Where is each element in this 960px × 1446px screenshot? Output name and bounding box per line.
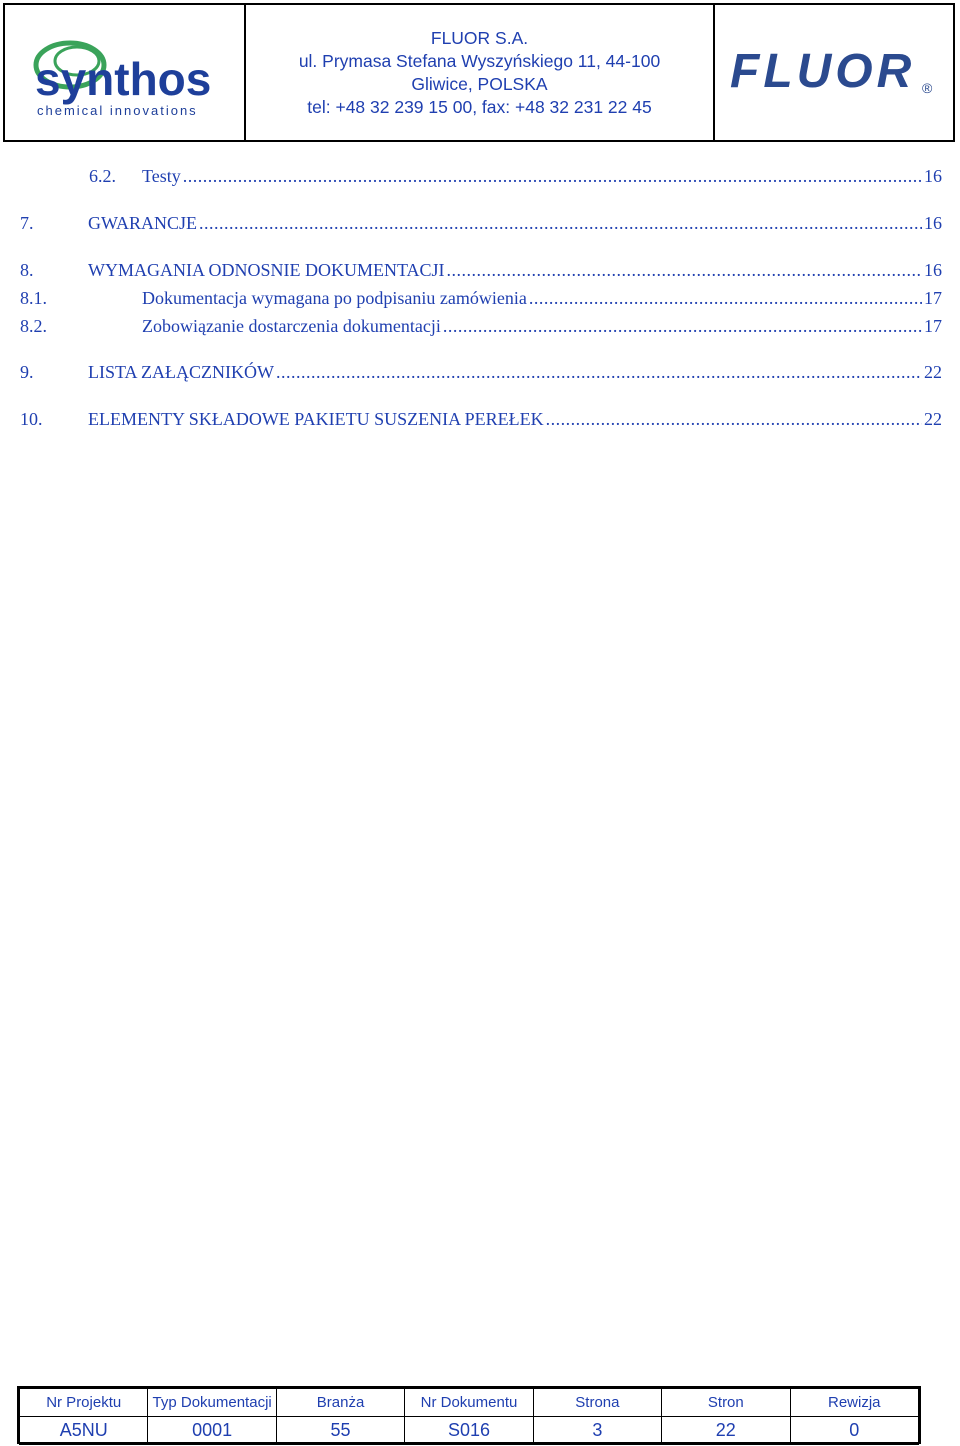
footer-header-cell: Rewizja [790, 1389, 918, 1417]
synthos-logo [25, 23, 225, 123]
toc-number: 8.1. [20, 288, 47, 308]
footer-header-cell: Branża [276, 1389, 404, 1417]
toc-leader-dots [529, 288, 922, 309]
toc-leader-dots [183, 166, 922, 187]
footer-value-cell: 0001 [148, 1417, 276, 1445]
footer-value-row [20, 1417, 919, 1445]
toc-entry[interactable] [20, 260, 942, 284]
toc-page: 16 [924, 260, 942, 280]
footer-value-cell: 3 [533, 1417, 661, 1445]
toc-entry[interactable] [20, 362, 942, 386]
toc-entry[interactable] [20, 288, 942, 312]
fluor-logo-cell [715, 5, 953, 140]
toc-entry[interactable] [20, 409, 942, 433]
toc-number: 7. [20, 213, 34, 233]
document-header [3, 3, 955, 142]
company-city: Gliwice, POLSKA [411, 73, 548, 94]
toc-title: ELEMENTY SKŁADOWE PAKIETU SUSZENIA PEREŁEK [88, 409, 544, 429]
toc-title: Testy [142, 166, 181, 186]
footer-value-cell: 22 [662, 1417, 790, 1445]
toc-number: 9. [20, 362, 34, 382]
toc-number: 8.2. [20, 316, 47, 336]
toc-leader-dots [443, 316, 922, 337]
toc-page: 16 [924, 213, 942, 233]
document-metadata-table [19, 1388, 919, 1445]
toc-page: 17 [924, 288, 942, 308]
footer-header-row [20, 1389, 919, 1417]
footer-header-cell: Nr Dokumentu [405, 1389, 533, 1417]
toc-title: LISTA ZAŁĄCZNIKÓW [88, 362, 275, 382]
toc-title: Dokumentacja wymagana po podpisaniu zamówienia [142, 288, 527, 308]
synthos-wordmark: synthos [34, 52, 211, 105]
toc-entry[interactable] [20, 316, 942, 340]
footer-header-cell: Typ Dokumentacji [148, 1389, 276, 1417]
toc-entry[interactable] [20, 213, 942, 237]
synthos-logo-cell [5, 5, 246, 140]
fluor-wordmark: FLUOR [730, 44, 916, 98]
company-name: FLUOR S.A. [430, 27, 529, 48]
toc-leader-dots [276, 362, 922, 383]
company-address-cell [246, 5, 715, 140]
toc-page: 17 [924, 316, 942, 336]
toc-number: 10. [20, 409, 43, 429]
toc-title: WYMAGANIA ODNOSNIE DOKUMENTACJI [88, 260, 445, 280]
company-phone-fax: tel: +48 32 239 15 00, fax: +48 32 231 22 45 [307, 96, 652, 117]
toc-page: 22 [924, 362, 942, 382]
fluor-logo [724, 43, 944, 103]
toc-title: Zobowiązanie dostarczenia dokumentacji [142, 316, 441, 336]
toc-leader-dots [546, 409, 922, 430]
toc-page: 16 [924, 166, 942, 186]
footer-value-cell: 0 [790, 1417, 918, 1445]
document-footer [17, 1386, 921, 1444]
toc-leader-dots [447, 260, 922, 281]
footer-header-cell: Nr Projektu [20, 1389, 148, 1417]
toc-leader-dots [199, 213, 922, 234]
toc-page: 22 [924, 409, 942, 429]
registered-mark-icon: ® [922, 79, 933, 96]
footer-value-cell: A5NU [20, 1417, 148, 1445]
company-street: ul. Prymasa Stefana Wyszyńskiego 11, 44-100 [298, 50, 661, 71]
footer-header-cell: Stron [662, 1389, 790, 1417]
synthos-tagline: chemical innovations [36, 102, 198, 118]
toc-number: 6.2. [89, 166, 116, 186]
toc-title: GWARANCJE [88, 213, 198, 233]
toc-number: 8. [20, 260, 34, 280]
footer-value-cell: S016 [405, 1417, 533, 1445]
footer-header-cell: Strona [533, 1389, 661, 1417]
footer-value-cell: 55 [276, 1417, 404, 1445]
toc-entry[interactable] [20, 166, 942, 190]
